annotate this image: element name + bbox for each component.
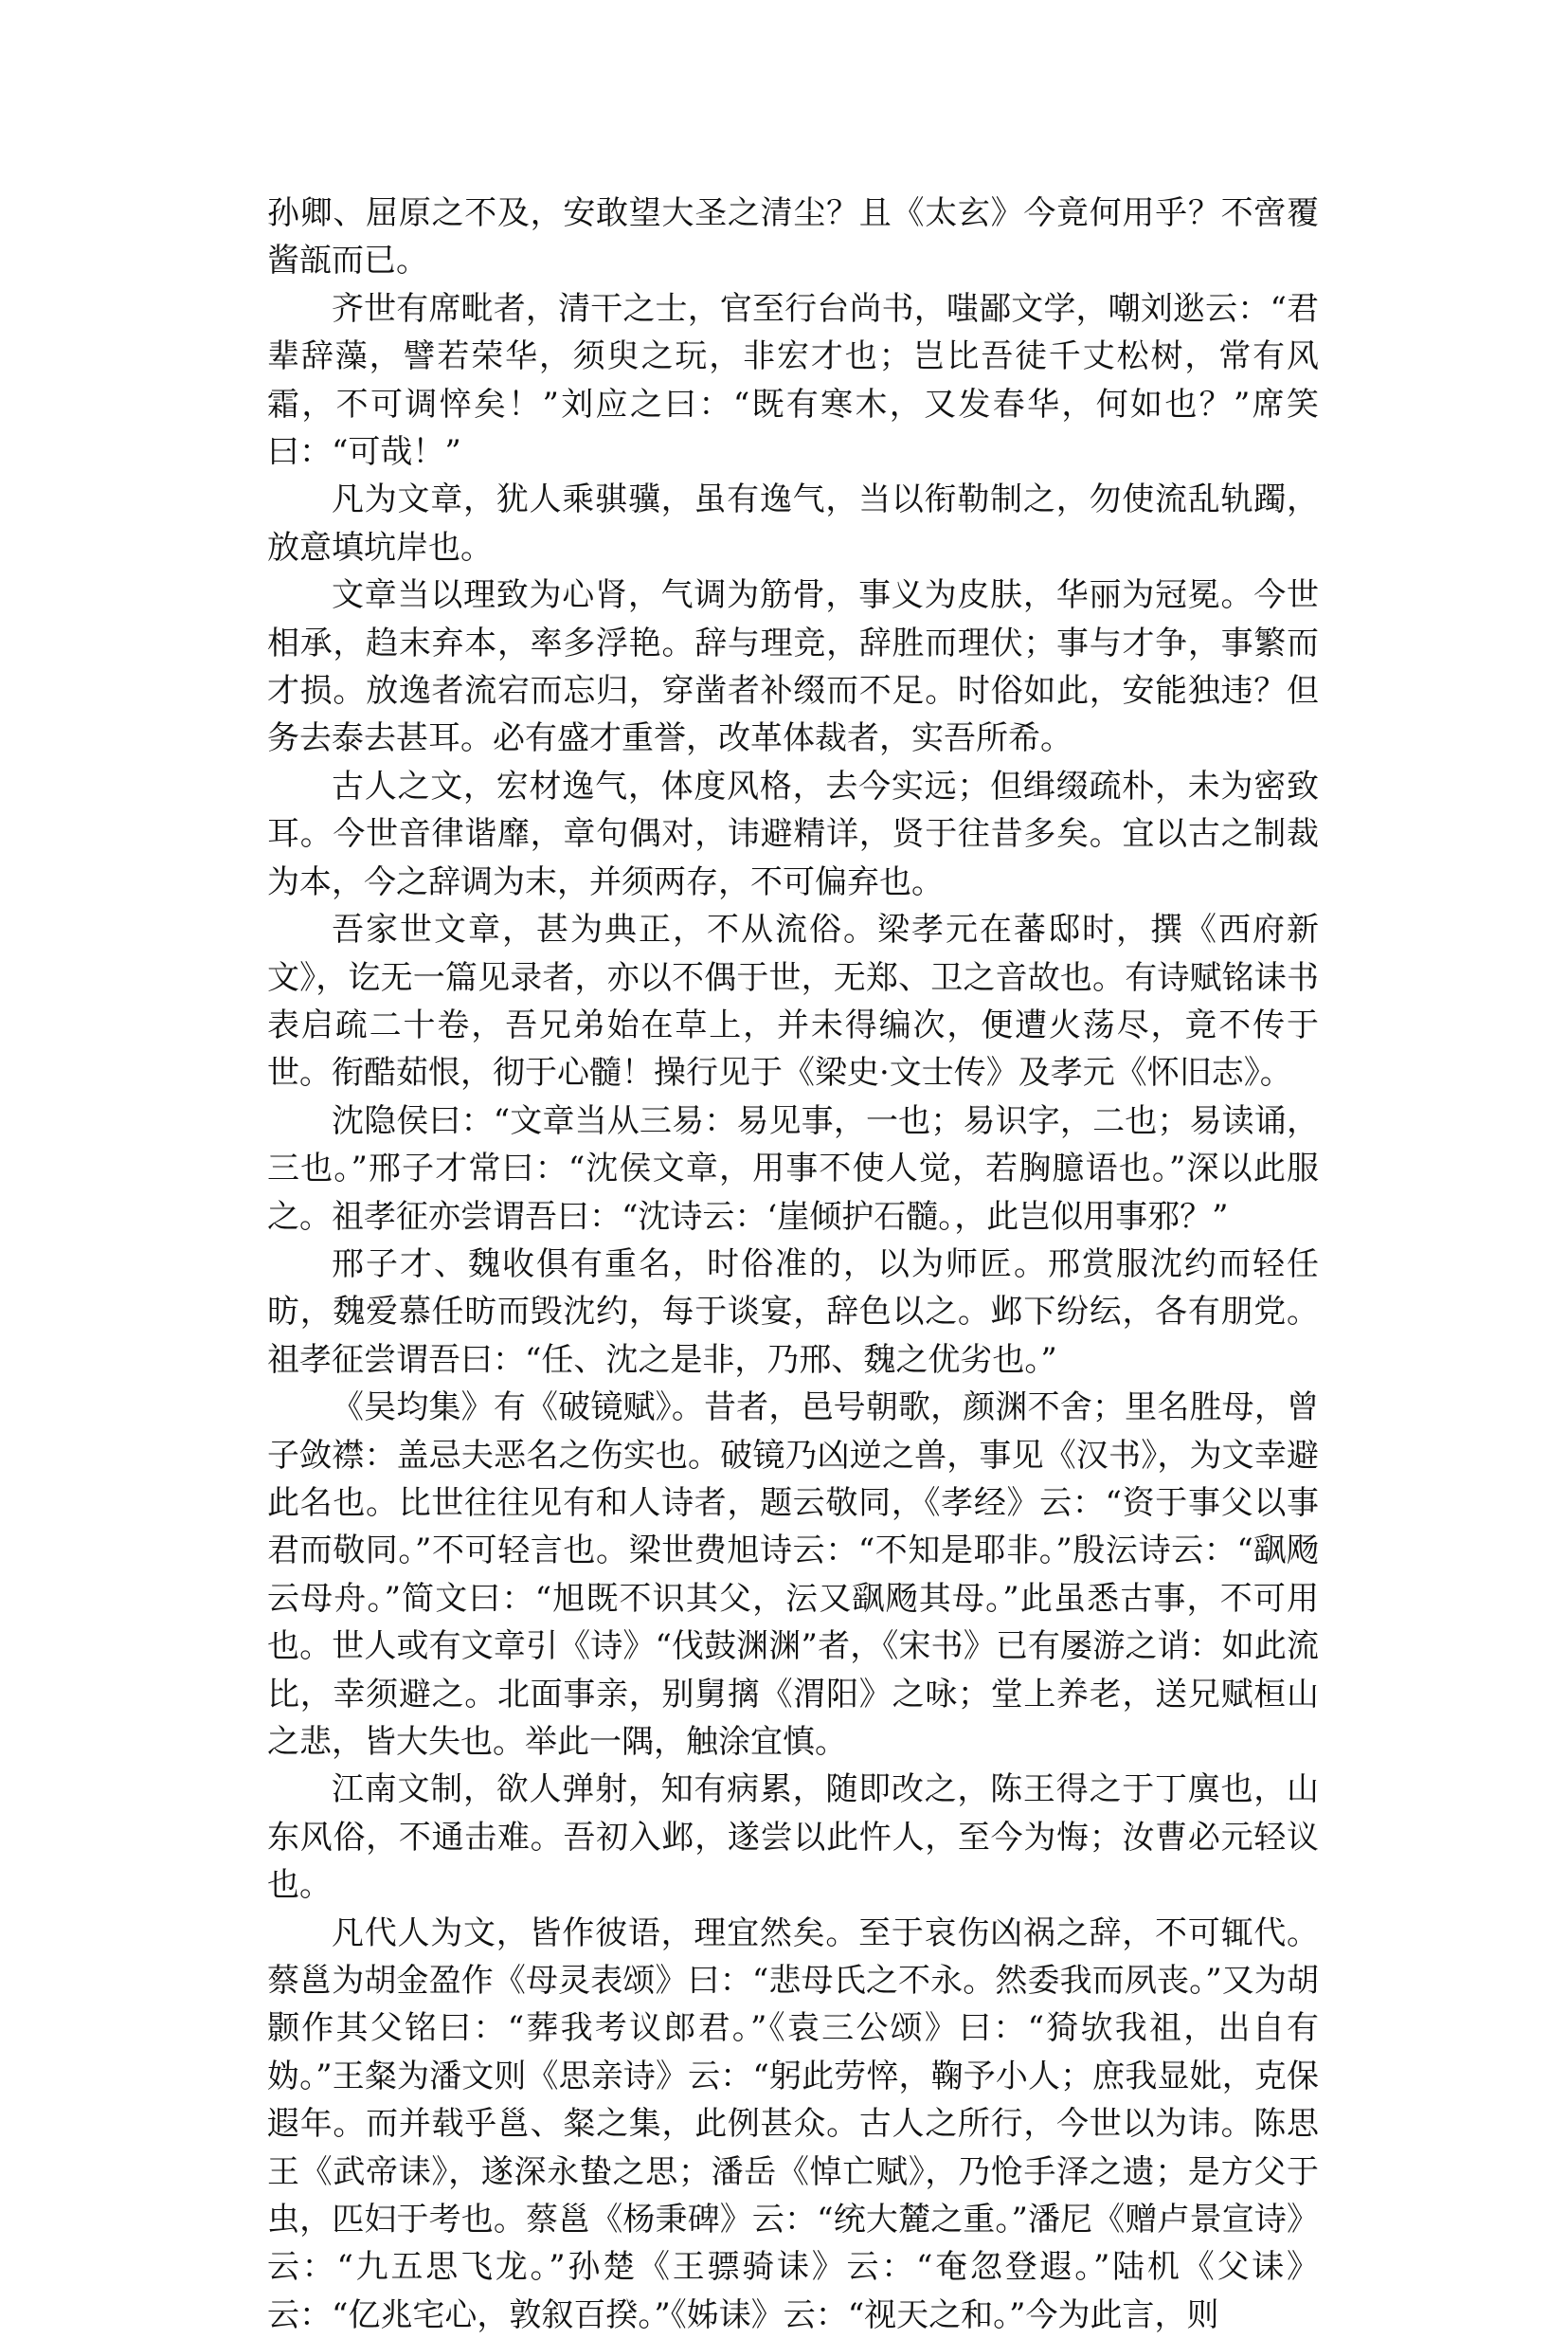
paragraph-7: 沈隐侯曰：“文章当从三易：易见事，一也；易识字，二也；易读诵，三也。”邢子才常曰：“沈侯文章，用事不使人觉，若胸臆语也。”深以此服之。祖孝征亦尝谓吾曰：“沈诗云：‘崖倾护石髓。，此岂似用事邪？” bbox=[267, 1101, 1319, 1236]
paragraph-8: 邢子才、魏收俱有重名，时俗准的，以为师匠。邢赏服沈约而轻任昉，魏爱慕任昉而毁沈约，每于谈宴，辞色以之。邺下纷纭，各有朋党。祖孝征尝谓吾曰：“任、沈之是非，乃邢、魏之优劣也。” bbox=[267, 1244, 1319, 1379]
paragraph-11: 凡代人为文，皆作彼语，理宜然矣。至于哀伤凶祸之辞，不可辄代。蔡邕为胡金盈作《母灵表颂》曰：“悲母氏之不永。然委我而夙丧。”又为胡颢作其父铭曰：“葬我考议郎君。”《袁三公颂》曰：“猗欤我祖，出自有妫。”王粲为潘文则《思亲诗》云：“躬此劳悴，鞠予小人；庶我显妣，克保遐年。而并载乎邕、粲之集，此例甚众。古人之所行，今世以为讳。陈思王《武帝诔》，遂深永蛰之思；潘岳《悼亡赋》，乃怆手泽之遗；是方父于虫，匹妇于考也。蔡邕《杨秉碑》云：“统大麓之重。”潘尼《赠卢景宣诗》云：“九五思飞龙。”孙楚《王骠骑诔》云：“奄忽登遐。”陆机《父诔》云：“亿兆宅心，敦叙百揆。”《姊诔》云：“视天之和。”今为此言，则 bbox=[267, 1913, 1319, 2334]
document-body bbox=[267, 190, 1319, 2339]
paragraph-2: 齐世有席毗者，清干之士，官至行台尚书，嗤鄙文学，嘲刘逖云：“君辈辞藻，譬若荣华，须臾之玩，非宏才也；岂比吾徒千丈松树，常有风霜，不可调悴矣！”刘应之曰：“既有寒木，又发春华，何如也？”席笑曰：“可哉！” bbox=[267, 289, 1319, 472]
paragraph-1: 孙卿、屈原之不及，安敢望大圣之清尘？且《太玄》今竟何用乎？不啻覆酱瓿而已。 bbox=[267, 194, 1319, 281]
paragraph-4: 文章当以理致为心肾，气调为筋骨，事义为皮肤，华丽为冠冕。今世相承，趋末弃本，率多浮艳。辞与理竞，辞胜而理伏；事与才争，事繁而才损。放逸者流宕而忘归，穿凿者补缀而不足。时俗如此，安能独违？但务去泰去甚耳。必有盛才重誉，改革体裁者，实吾所希。 bbox=[267, 576, 1319, 758]
paragraph-3: 凡为文章，犹人乘骐骥，虽有逸气，当以衔勒制之，勿使流乱轨躅，放意填坑岸也。 bbox=[267, 480, 1319, 567]
paragraph-9: 《吴均集》有《破镜赋》。昔者，邑号朝歌，颜渊不舍；里名胜母，曾子敛襟：盖忌夫恶名之伤实也。破镜乃凶逆之兽，事见《汉书》，为文幸避此名也。比世往往见有和人诗者，题云敬同，《孝经》云：“资于事父以事君而敬同。”不可轻言也。梁世费旭诗云：“不知是耶非。”殷沄诗云：“飖飏云母舟。”简文曰：“旭既不识其父，沄又飖飏其母。”此虽悉古事，不可用也。世人或有文章引《诗》“伐鼓渊渊”者，《宋书》已有屡游之诮：如此流比，幸须避之。北面事亲，别舅摛《渭阳》之咏；堂上养老，送兄赋桓山之悲，皆大失也。举此一隅，触涂宜慎。 bbox=[267, 1388, 1319, 1761]
paragraph-6: 吾家世文章，甚为典正，不从流俗。梁孝元在蕃邸时，撰《西府新文》，讫无一篇见录者，亦以不偶于世，无郑、卫之音故也。有诗赋铭诔书表启疏二十卷，吾兄弟始在草上，并未得编次，便遭火荡尽，竟不传于世。衔酷茹恨，彻于心髓！操行见于《梁史·文士传》及孝元《怀旧志》。 bbox=[267, 911, 1319, 1093]
paragraph-10: 江南文制，欲人弹射，知有病累，随即改之，陈王得之于丁廙也，山东风俗，不通击难。吾初入邺，遂尝以此忤人，至今为悔；汝曹必元轻议也。 bbox=[267, 1770, 1319, 1905]
paragraph-5: 古人之文，宏材逸气，体度风格，去今实远；但缉缀疏朴，未为密致耳。今世音律谐靡，章句偶对，讳避精详，贤于往昔多矣。宜以古之制裁为本，今之辞调为末，并须两存，不可偏弃也。 bbox=[267, 767, 1319, 901]
